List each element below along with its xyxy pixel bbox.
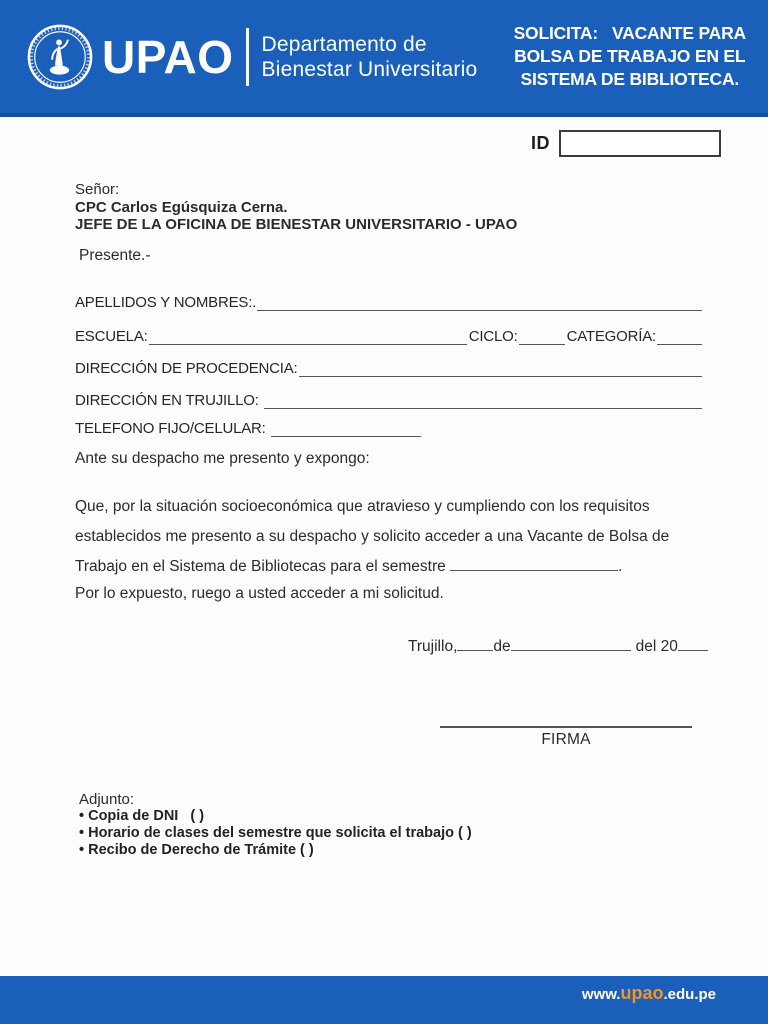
date-line	[408, 638, 708, 656]
footer-url-domain: .edu.pe	[663, 986, 716, 1003]
footer-url	[581, 983, 716, 1003]
date-month-blank	[511, 639, 631, 651]
direccion-procedencia-blank-line	[299, 362, 702, 377]
signature-blank-line	[440, 714, 692, 728]
header-divider	[246, 28, 249, 86]
attachments-block	[79, 791, 472, 859]
id-label: ID	[531, 133, 550, 153]
date-de-label: de	[493, 638, 511, 655]
ciclo-label: CICLO:	[468, 328, 518, 345]
apellidos-blank-line	[257, 296, 702, 311]
footer-url-www: www.	[581, 986, 621, 1003]
apellidos-label: APELLIDOS Y NOMBRES:.	[75, 294, 257, 311]
form-title-line3: SISTEMA DE BIBLIOTECA.	[520, 69, 740, 89]
department-line1: Departamento de	[261, 32, 427, 56]
upao-logo-group	[0, 23, 477, 91]
date-del-label: del 20	[635, 638, 678, 655]
recipient-name: CPC Carlos Egúsquiza Cerna.	[75, 198, 288, 216]
escuela-label: ESCUELA:	[75, 328, 148, 345]
escuela-blank-line	[149, 330, 467, 345]
field-apellidos	[75, 294, 702, 311]
id-row	[531, 130, 721, 157]
date-city-label: Trujillo,	[408, 638, 458, 655]
salutation: Señor:	[75, 181, 120, 198]
request-paragraph	[75, 492, 707, 582]
field-telefono	[75, 420, 702, 437]
attachment-item-dni: • Copia de DNI ( )	[79, 808, 205, 824]
date-year-blank	[678, 639, 708, 651]
header-banner	[0, 0, 768, 117]
recipient-block	[75, 181, 517, 234]
department-line2: Bienestar Universitario	[261, 57, 478, 81]
direccion-trujillo-blank-line	[264, 394, 702, 409]
department-name	[262, 32, 478, 82]
intro-line: Ante su despacho me presento y expongo:	[75, 450, 370, 467]
attachment-item-recibo: • Recibo de Derecho de Trámite ( )	[79, 842, 314, 858]
footer-url-upao: upao	[620, 983, 664, 1003]
request-paragraph-period: .	[618, 558, 623, 575]
request-paragraph-text: Que, por la situación socioeconómica que atravieso y cumpliendo con los requisitos establecidos me presento a su despacho y solicito acceder a una Vacante de Bolsa de Trabajo en el Sistema de Bibliotecas para el semestre	[75, 498, 670, 575]
upao-seal-icon	[26, 23, 94, 91]
semestre-blank-line	[450, 559, 618, 571]
closing-line: Por lo expuesto, ruego a usted acceder a mi solicitud.	[75, 585, 444, 602]
direccion-procedencia-label: DIRECCIÓN DE PROCEDENCIA:	[75, 360, 298, 377]
categoria-label: CATEGORÍA:	[566, 328, 656, 345]
upao-wordmark: UPAO	[102, 30, 234, 83]
form-title-line1: SOLICITA: VACANTE PARA	[513, 23, 746, 43]
ciclo-blank-line	[519, 330, 565, 345]
id-input[interactable]	[559, 130, 721, 157]
attachments-title: Adjunto:	[79, 791, 135, 808]
direccion-trujillo-label: DIRECCIÓN EN TRUJILLO:	[75, 392, 263, 409]
form-title	[514, 22, 768, 91]
telefono-label: TELEFONO FIJO/CELULAR:	[75, 420, 270, 437]
field-direccion-trujillo	[75, 392, 702, 409]
attachment-item-horario: • Horario de clases del semestre que solicita el trabajo ( )	[79, 825, 472, 841]
presente-label: Presente.-	[79, 247, 151, 264]
date-day-blank	[457, 639, 493, 651]
telefono-blank-line	[271, 422, 421, 437]
footer-bar	[0, 976, 768, 1024]
field-escuela	[75, 328, 702, 345]
recipient-position: JEFE DE LA OFICINA DE BIENESTAR UNIVERSITARIO - UPAO	[75, 216, 518, 233]
signature-block	[440, 714, 692, 749]
field-direccion-procedencia	[75, 360, 702, 377]
categoria-blank-line	[657, 330, 702, 345]
firma-label: FIRMA	[541, 731, 591, 748]
form-title-line2: BOLSA DE TRABAJO EN EL	[514, 46, 746, 66]
